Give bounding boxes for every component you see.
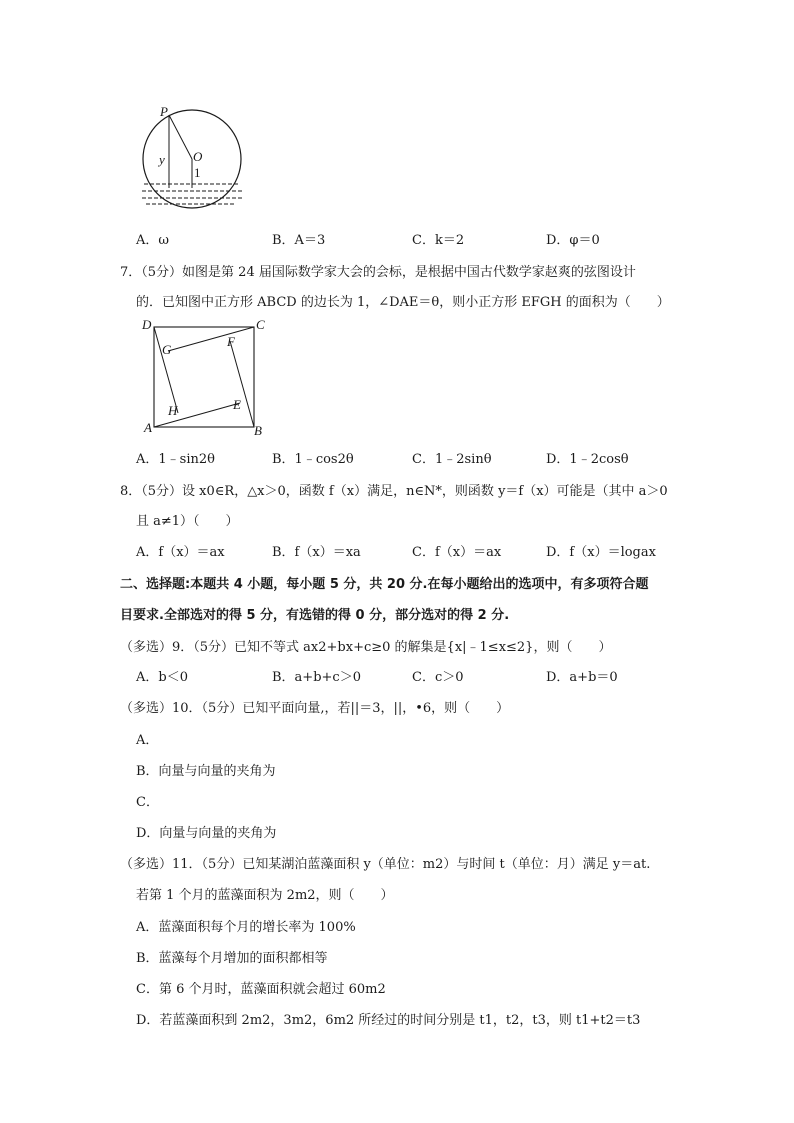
q6-option-b: B．A＝3 [272,233,326,248]
q7-square-figure [140,317,270,439]
label-y: y [159,152,165,167]
q7-stem-line2: 的．已知图中正方形 ABCD 的边长为 1，∠DAE＝θ，则小正方形 EFGH 的面积为（ ） [136,295,670,310]
label-c: C [256,317,265,332]
section2-heading-line1: 二、选择题:本题共 4 小题，每小题 5 分，共 20 分.在每小题给出的选项中，有多项符合题 [120,577,649,592]
label-h: H [168,403,178,418]
q10-option-d: D．向量与向量的夹角为 [136,826,277,841]
q7-option-d: D．1﹣2cosθ [546,452,629,467]
q8-option-d: D．f（x）＝logax [546,545,656,560]
q7-option-c: C．1﹣2sinθ [412,452,492,467]
q9-option-c: C．c＞0 [412,670,464,685]
q11-option-d: D．若蓝藻面积到 2m2，3m2，6m2 所经过的时间分别是 t1，t2，t3，则 t1+t2＝t3 [136,1013,641,1028]
q10-stem: （多选）10．（5分）已知平面向量,，若||＝3，||，•6，则（ ） [120,701,510,716]
line-d-h [154,327,178,413]
line-c-g [168,327,254,351]
line-a-e [154,403,240,427]
q9-option-d: D．a+b＝0 [546,670,618,685]
label-f: F [227,334,235,349]
q9-option-a: A．b＜0 [136,670,188,685]
label-d: D [142,317,152,332]
q9-option-b: B．a+b+c＞0 [272,670,361,685]
q8-stem-line1: 8．（5分）设 x0∈R，△x＞0，函数 f（x）满足，n∈N*，则函数 y＝f（x）可能是（其中 a＞0 [120,484,668,499]
label-p: P [160,104,168,119]
q7-option-a: A．1﹣sin2θ [136,452,215,467]
q10-option-c: C． [136,795,159,810]
section2-heading-line2: 目要求.全部选对的得 5 分，有选错的得 0 分，部分选对的得 2 分. [120,608,510,623]
label-g: G [162,342,172,357]
label-o: O [193,149,203,164]
q11-stem-line1: （多选）11．（5分）已知某湖泊蓝藻面积 y（单位：m2）与时间 t（单位：月）满足 y＝at. [120,857,651,872]
label-1: 1 [194,165,201,180]
q9-stem: （多选）9．（5分）已知不等式 ax2+bx+c≥0 的解集是{x|﹣1≤x≤2}，则（ ） [120,640,612,655]
line-b-f [230,341,254,427]
q11-stem-line2: 若第 1 个月的蓝藻面积为 2m2，则（ ） [136,888,394,903]
q7-stem-line1: 7．（5分）如图是第 24 届国际数学家大会的会标，是根据中国古代数学家赵爽的弦图设计 [120,265,636,280]
q7-option-b: B．1﹣cos2θ [272,452,354,467]
label-e: E [233,397,241,412]
q11-option-b: B．蓝藻每个月增加的面积都相等 [136,951,328,966]
q11-option-a: A．蓝藻面积每个月的增长率为 100% [136,920,356,935]
q10-option-a: A． [136,733,159,748]
q11-option-c: C．第 6 个月时，蓝藻面积就会超过 60m2 [136,982,386,997]
q10-option-b: B．向量与向量的夹角为 [136,764,276,779]
radius-line [169,115,192,159]
q6-option-c: C．k＝2 [412,233,465,248]
q8-option-a: A．f（x）＝ax [136,545,225,560]
q8-option-c: C．f（x）＝ax [412,545,502,560]
q6-option-a: A．ω [136,233,169,248]
q6-option-d: D．φ＝0 [546,233,600,248]
q8-stem-line2: 且 a≠1）（ ） [136,514,239,529]
q6-circle-figure [138,104,244,212]
q8-option-b: B．f（x）＝xa [272,545,361,560]
label-a: A [144,420,152,435]
label-b: B [254,423,262,438]
